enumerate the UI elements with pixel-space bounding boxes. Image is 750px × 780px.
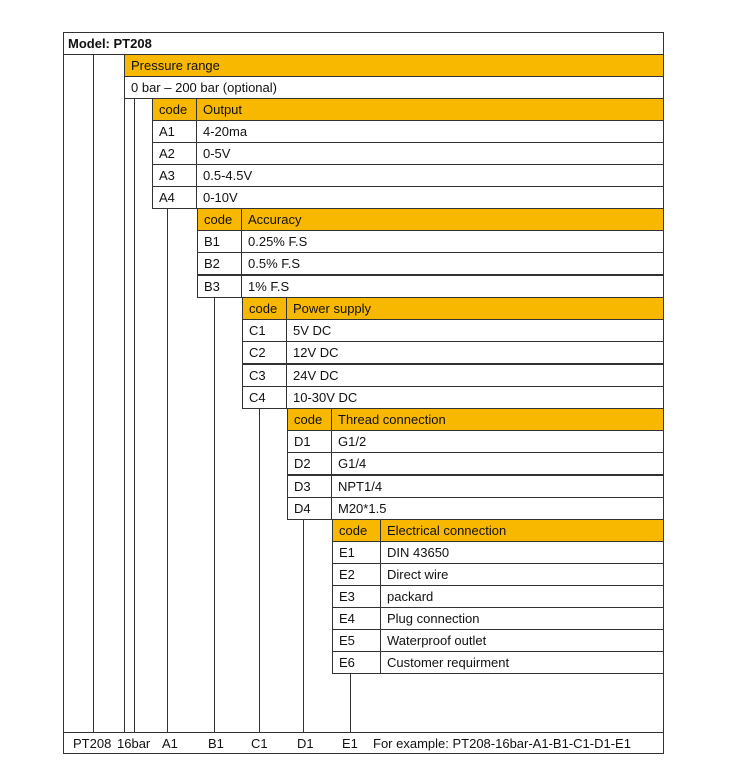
electrical-value-e1: DIN 43650 — [380, 541, 664, 564]
electrical-code-e1: E1 — [332, 541, 381, 564]
footer-electrical: E1 — [342, 736, 358, 751]
accuracy-code-b1: B1 — [197, 230, 242, 253]
power-value-c3: 24V DC — [286, 364, 664, 387]
pressure-value: 0 bar – 200 bar (optional) — [124, 76, 664, 99]
connector-accuracy — [214, 297, 215, 732]
electrical-value-e4: Plug connection — [380, 607, 664, 630]
connector-electrical — [350, 674, 351, 732]
thread-value-d4: M20*1.5 — [331, 497, 664, 520]
accuracy-value-b3: 1% F.S — [241, 275, 664, 298]
output-value-a4: 0-10V — [196, 186, 664, 209]
pressure-header: Pressure range — [124, 54, 664, 77]
electrical-code-e6: E6 — [332, 651, 381, 674]
accuracy-header: Accuracy — [241, 208, 664, 231]
connector-output — [167, 208, 168, 732]
model-title: Model: PT208 — [68, 36, 152, 51]
connector-thread — [303, 519, 304, 732]
power-code-header: code — [242, 297, 287, 320]
electrical-code-header: code — [332, 519, 381, 542]
footer-output: A1 — [162, 736, 178, 751]
power-code-c3: C3 — [242, 364, 287, 387]
footer-pressure: 16bar — [117, 736, 151, 751]
output-code-a1: A1 — [152, 120, 197, 143]
output-code-header: code — [152, 98, 197, 121]
electrical-code-e2: E2 — [332, 563, 381, 586]
electrical-code-e4: E4 — [332, 607, 381, 630]
footer-thread: D1 — [297, 736, 314, 751]
power-header: Power supply — [286, 297, 664, 320]
thread-header: Thread connection — [331, 408, 664, 431]
connector-power — [259, 408, 260, 732]
output-code-a4: A4 — [152, 186, 197, 209]
output-code-a2: A2 — [152, 142, 197, 165]
output-value-a2: 0-5V — [196, 142, 664, 165]
power-value-c4: 10-30V DC — [286, 386, 664, 409]
power-value-c1: 5V DC — [286, 319, 664, 342]
footer-example: For example: PT208-16bar-A1-B1-C1-D1-E1 — [373, 736, 631, 751]
electrical-header: Electrical connection — [380, 519, 664, 542]
electrical-value-e2: Direct wire — [380, 563, 664, 586]
footer-divider — [63, 732, 664, 733]
output-value-a3: 0.5-4.5V — [196, 164, 664, 187]
electrical-value-e6: Customer requirment — [380, 651, 664, 674]
output-code-a3: A3 — [152, 164, 197, 187]
electrical-value-e3: packard — [380, 585, 664, 608]
thread-code-header: code — [287, 408, 332, 431]
electrical-code-e5: E5 — [332, 629, 381, 652]
accuracy-code-header: code — [197, 208, 242, 231]
power-code-c1: C1 — [242, 319, 287, 342]
power-value-c2: 12V DC — [286, 341, 664, 364]
thread-value-d3: NPT1/4 — [331, 475, 664, 498]
accuracy-value-b2: 0.5% F.S — [241, 252, 664, 275]
thread-code-d3: D3 — [287, 475, 332, 498]
thread-code-d2: D2 — [287, 452, 332, 475]
accuracy-code-b3: B3 — [197, 275, 242, 298]
electrical-code-e3: E3 — [332, 585, 381, 608]
footer-accuracy: B1 — [208, 736, 224, 751]
connector-pressure-inner — [134, 98, 135, 732]
electrical-value-e5: Waterproof outlet — [380, 629, 664, 652]
thread-value-d2: G1/4 — [331, 452, 664, 475]
output-header: Output — [196, 98, 664, 121]
thread-code-d4: D4 — [287, 497, 332, 520]
thread-value-d1: G1/2 — [331, 430, 664, 453]
footer-model: PT208 — [73, 736, 112, 751]
connector-pressure — [124, 54, 125, 732]
power-code-c2: C2 — [242, 341, 287, 364]
output-value-a1: 4-20ma — [196, 120, 664, 143]
connector-model — [93, 54, 94, 732]
footer-power: C1 — [251, 736, 268, 751]
accuracy-code-b2: B2 — [197, 252, 242, 275]
accuracy-value-b1: 0.25% F.S — [241, 230, 664, 253]
power-code-c4: C4 — [242, 386, 287, 409]
thread-code-d1: D1 — [287, 430, 332, 453]
